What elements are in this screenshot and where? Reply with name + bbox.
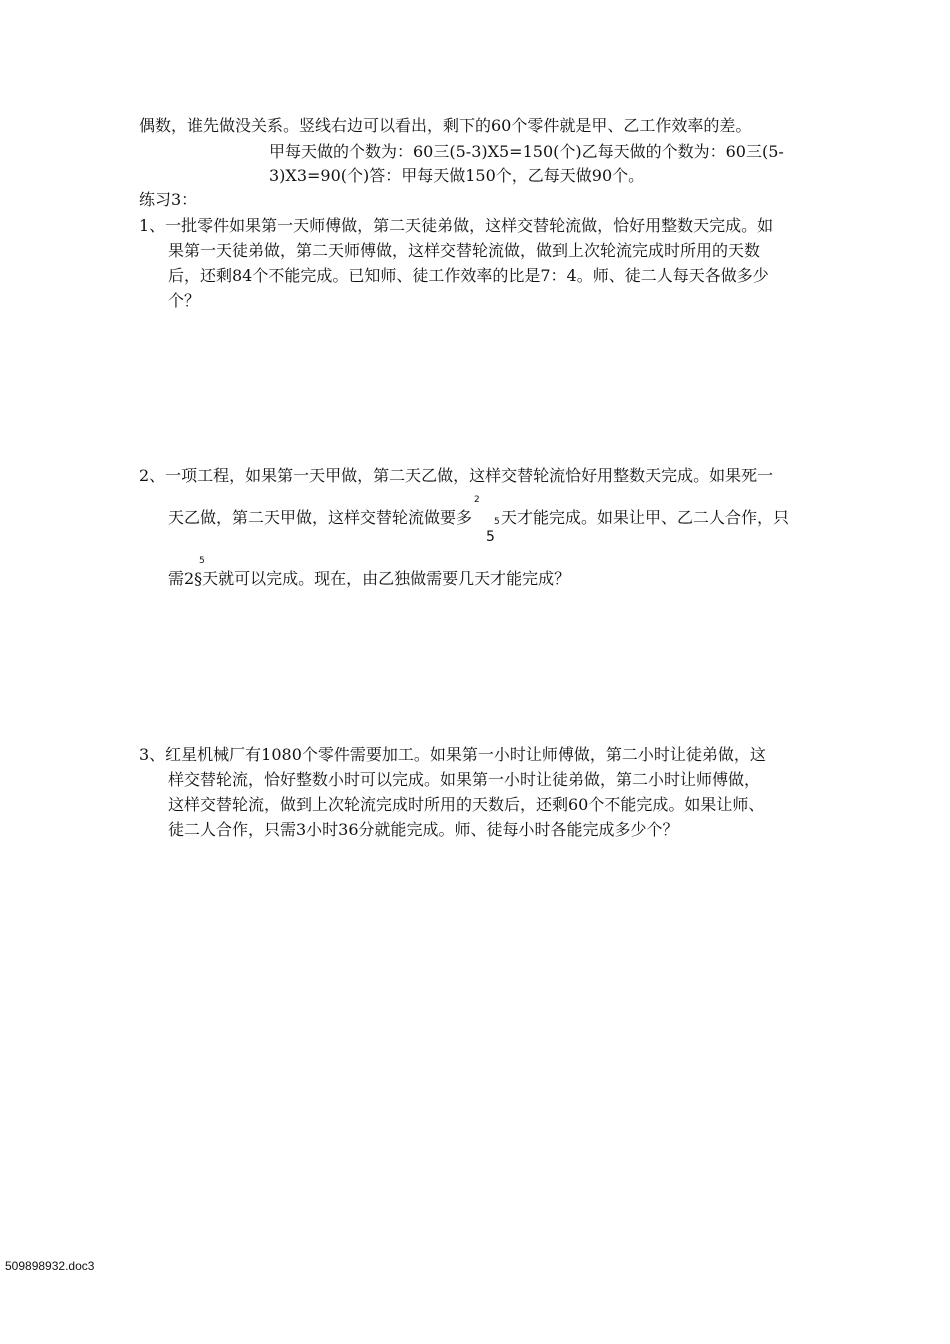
problem-2-line-1: 2、一项工程，如果第一天甲做，第二天乙做，这样交替轮流恰好用整数天完成。如果死一 — [139, 466, 774, 485]
intro-line-3: 3)X3=90(个)答：甲每天做150个，乙每天做90个。 — [269, 166, 645, 185]
problem-1-line-4: 个？ — [168, 291, 201, 310]
practice-heading: 练习3： — [139, 190, 198, 209]
intro-line-2: 甲每天做的个数为：60三(5-3)X5=150(个)乙每天做的个数为：60三(5- — [269, 142, 784, 161]
problem-2-line-3: 需2§天就可以完成。现在，由乙独做需要几天才能完成？ — [168, 569, 571, 588]
problem-3-line-1: 3、红星机械厂有1080个零件需要加工。如果第一小时让师傅做，第二小时让徒弟做，这 — [139, 745, 766, 764]
fraction-subscript: 5 — [494, 517, 500, 527]
problem-3-line-3: 这样交替轮流，做到上次轮流完成时所用的天数后，还剩60个不能完成。如果让师、 — [168, 795, 765, 814]
fraction-numerator: 2 — [474, 495, 480, 505]
problem-3-line-4: 徒二人合作，只需3小时36分就能完成。师、徒每小时各能完成多少个？ — [168, 820, 679, 839]
problem-1-line-2: 果第一天徒弟做，第二天师傅做，这样交替轮流做，做到上次轮流完成时所用的天数 — [168, 241, 761, 260]
intro-line-1: 偶数，谁先做没关系。竖线右边可以看出，剩下的60个零件就是甲、乙工作效率的差。 — [139, 116, 752, 135]
problem-1-line-3: 后，还剩84个不能完成。已知师、徒工作效率的比是7：4。师、徒二人每天各做多少 — [168, 266, 769, 285]
problem-2-line-2a: 天乙做，第二天甲做，这样交替轮流做要多 — [168, 508, 473, 527]
footer-filename: 509898932.doc3 — [5, 1259, 95, 1273]
superscript-five: 5 — [199, 556, 205, 566]
fraction-denominator: 5 — [486, 529, 495, 545]
problem-2-line-2b: 天才能完成。如果让甲、乙二人合作，只 — [501, 508, 790, 527]
problem-1-line-1: 1、一批零件如果第一天师傅做，第二天徒弟做，这样交替轮流做，恰好用整数天完成。如 — [139, 216, 774, 235]
problem-3-line-2: 样交替轮流，恰好整数小时可以完成。如果第一小时让徒弟做，第二小时让师傅做， — [168, 770, 761, 789]
